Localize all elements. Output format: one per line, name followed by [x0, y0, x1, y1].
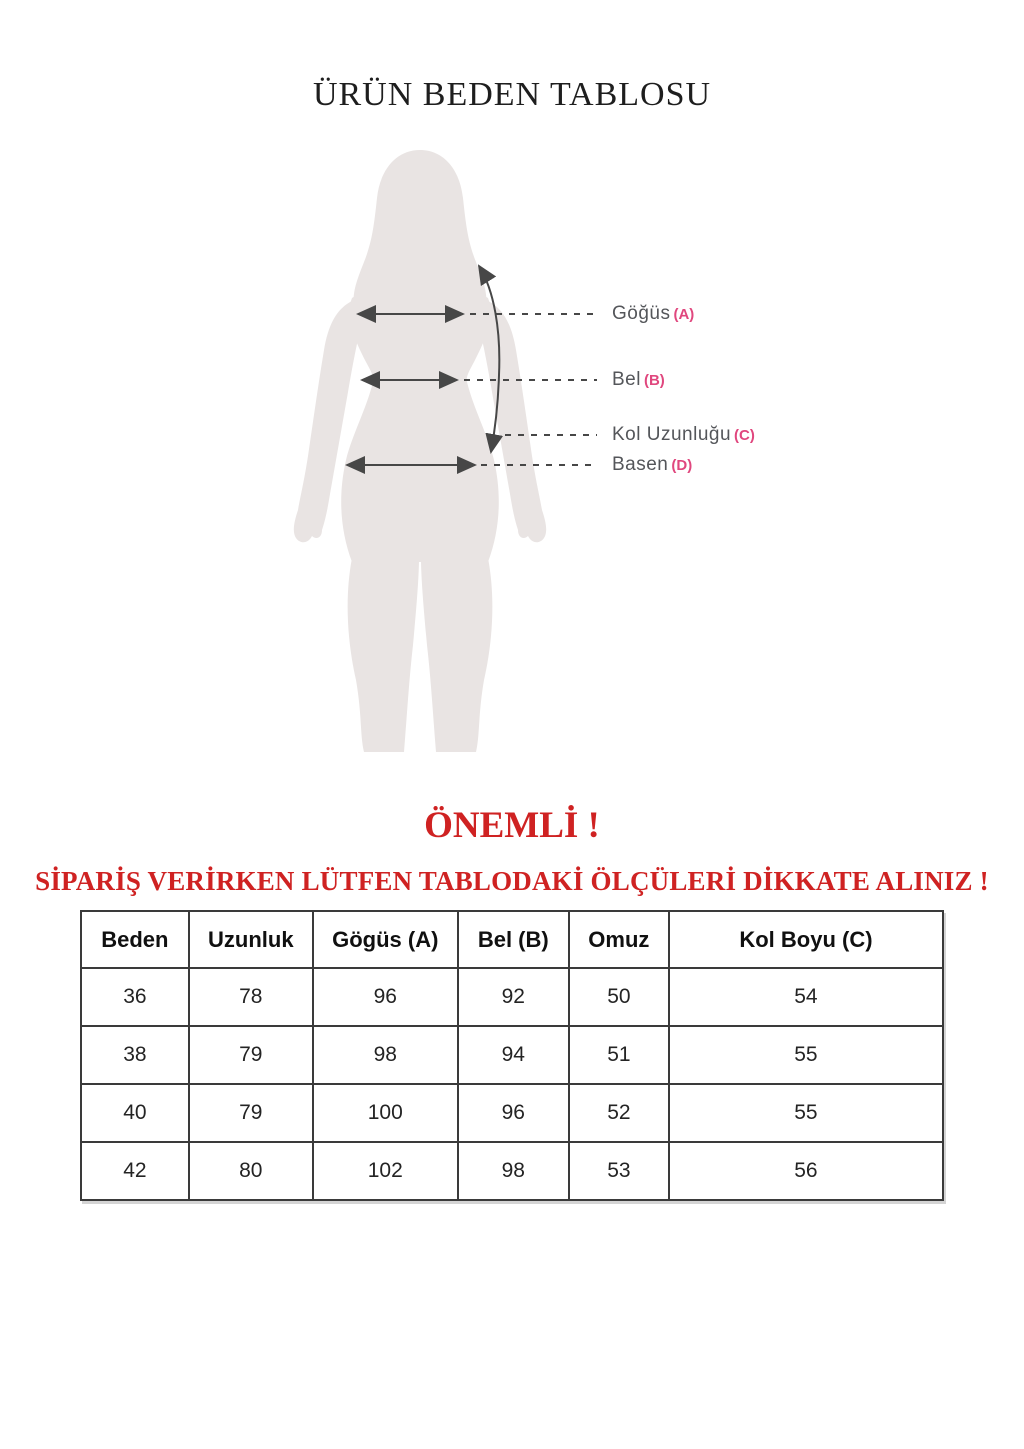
size-table-cell: 42	[81, 1142, 189, 1200]
size-table-cell: 51	[569, 1026, 669, 1084]
size-table-cell: 102	[313, 1142, 458, 1200]
size-table-header-cell: Kol Boyu (C)	[669, 911, 943, 968]
size-table-header-cell: Uzunluk	[189, 911, 313, 968]
size-table-cell: 96	[458, 1084, 569, 1142]
size-table-cell: 55	[669, 1026, 943, 1084]
size-table-row	[81, 1084, 943, 1142]
size-table-cell: 98	[313, 1026, 458, 1084]
size-table-cell: 50	[569, 968, 669, 1026]
size-table-header-cell: Gögüs (A)	[313, 911, 458, 968]
size-table-cell: 98	[458, 1142, 569, 1200]
size-table-header-cell: Beden	[81, 911, 189, 968]
arm-length-label-code: (C)	[734, 427, 755, 444]
arm-length-label-text: Kol Uzunluğu	[612, 424, 732, 445]
size-table-header-cell: Omuz	[569, 911, 669, 968]
female-silhouette-graphic	[0, 130, 1024, 790]
warning-message: SİPARİŞ VERİRKEN LÜTFEN TABLODAKİ ÖLÇÜLERİ DİKKATE ALINIZ !	[35, 866, 989, 896]
waist-label-code: (B)	[643, 372, 665, 389]
size-table	[80, 910, 944, 1201]
size-table-cell: 56	[669, 1142, 943, 1200]
size-table-row	[81, 1026, 943, 1084]
size-table-cell: 80	[189, 1142, 313, 1200]
arm-length-label	[612, 424, 755, 446]
important-heading: ÖNEMLİ !	[424, 805, 600, 846]
silhouette-shapes	[294, 150, 546, 752]
size-table-header-row	[81, 911, 943, 968]
waist-label-text: Bel	[612, 369, 641, 390]
hip-label-code: (D)	[671, 457, 693, 474]
size-table-cell: 40	[81, 1084, 189, 1142]
size-table-cell: 79	[189, 1026, 313, 1084]
chest-label	[612, 303, 694, 325]
size-table-row	[81, 1142, 943, 1200]
size-table-cell: 53	[569, 1142, 669, 1200]
body-measurement-diagram	[0, 130, 1024, 790]
size-table-cell: 100	[313, 1084, 458, 1142]
size-table-row	[81, 968, 943, 1026]
size-table-cell: 94	[458, 1026, 569, 1084]
size-table-body	[81, 968, 943, 1200]
chest-label-code: (A)	[673, 306, 695, 323]
size-table-cell: 36	[81, 968, 189, 1026]
waist-label	[612, 369, 665, 391]
page-title: ÜRÜN BEDEN TABLOSU	[312, 76, 712, 113]
chest-label-text: Göğüs	[612, 303, 671, 324]
hip-label	[612, 454, 692, 476]
size-table-header-cell: Bel (B)	[458, 911, 569, 968]
size-table-cell: 78	[189, 968, 313, 1026]
size-table-cell: 54	[669, 968, 943, 1026]
size-table-cell: 52	[569, 1084, 669, 1142]
size-table-cell: 55	[669, 1084, 943, 1142]
size-table-cell: 79	[189, 1084, 313, 1142]
hip-label-text: Basen	[612, 454, 669, 475]
size-table-cell: 92	[458, 968, 569, 1026]
size-table-cell: 38	[81, 1026, 189, 1084]
size-table-cell: 96	[313, 968, 458, 1026]
